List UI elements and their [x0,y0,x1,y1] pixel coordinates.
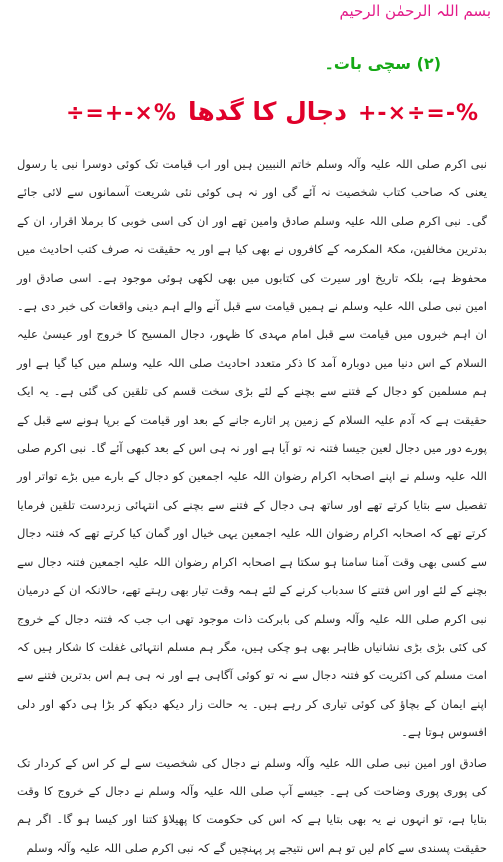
article-body [17,150,487,862]
decorative-symbols-left: ÷=+-×% [66,101,177,126]
paragraph: نبی اکرم صلی اللہ علیہ وآلہ وسلم خاتم النبیین ہیں اور اب قیامت تک کوئی دوسرا نبی یا رسول یعنی کہ صاحب کتاب شخصیت نہ آئے گی اور نہ ہی کوئی نئی شریعت آسمانوں سے لائی جائے گی۔ نبی اکرم صلی اللہ علیہ وسلم صادق وامین تھے اور ان کی اسی خوبی کا برملا اقرار، ان کے بدترین مخالفین، مکۃ المکرمہ کے کافروں نے بھی کیا ہے اور یہ حقیقت نہ صرف کتب احادیث میں محفوظ ہے، بلکہ تاریخ اور سیرت کی کتابوں میں بھی لکھی ہوئی موجود ہے۔ اسی صادق اور امین نبی صلی اللہ علیہ وسلم نے ہمیں قیامت سے قبل آنے والے اہم دینی واقعات کی خبر دی ہے۔ ان اہم خبروں میں قیامت سے قبل امام مہدی کا ظہور، دجال المسیح کا خروج اور عیسیٰ علیہ السلام کے اس دنیا میں دوبارہ آمد کا ذکر متعدد احادیث صلی اللہ علیہ وسلم میں کیا گیا ہے اور ہم مسلمین کو دجال کے فتنے سے بچنے کے لئے بڑی سخت قسم کی تلقین کی گئی ہے۔ یہ ایک حقیقت ہے کہ آدم علیہ السلام کے زمین پر اتارے جانے کے بعد اور قیامت کے برپا ہونے سے قبل کے پورے دور میں دجال لعین جیسا فتنہ نہ تو آیا ہے اور نہ ہی اس کے بعد کبھی آئے گا۔ نبی اکرم صلی اللہ علیہ وسلم نے اپنے اصحابہ اکرام رضوان اللہ علیہ اجمعین کو دجال کے بارے میں بڑے تواتر اور تفصیل سے بتایا کرتے تھے اور ساتھ ہی دجال کے فتنے سے بچنے کی انتہائی زبردست تلقین فرمایا کرتے تھے کہ اصحابہ اکرام رضوان اللہ علیہ اجمعین یہی خیال اور گمان کیا کرتے تھے کہ فتنہ دجال سے کسی بھی وقت آمنا سامنا ہو سکتا ہے اصحابہ اکرام رضوان اللہ علیہ اجمعین فتنہ دجال سے بچنے کے لئے اور اس فتنے کا سدباب کرنے کے لئے ہمہ وقت تیار بھی رہتے تھے، حالانکہ ان کے درمیان نبی اکرم صلی اللہ علیہ وآلہ وسلم کی بابرکت ذات موجود تھی اب جب کہ فتنہ دجال کے خروج کی کئی بڑی بڑی نشانیاں ظاہر بھی ہو چکی ہیں، مگر ہم مسلم انتہائی غفلت کا شکار ہیں کہ امت مسلم کی اکثریت کو فتنہ دجال سے نہ تو کوئی آگاہی ہے اور نہ ہی ہم اس بدترین فتنے سے اپنے ایمان کے بچاؤ کی کوئی تیاری کر رہے ہیں۔ یہ حالت زار دیکھ دیکھ کر بڑا ہی دکھ اور دلی افسوس ہوتا ہے۔ [17,157,487,740]
section-subtitle: (۲) سچی بات۔ [324,54,441,73]
title-row [0,97,503,137]
bismillah-heading: بسم اللہ الرحمٰن الرحیم [339,2,491,20]
decorative-symbols-right: +-×÷=-% [358,101,480,126]
paragraph: صادق اور امین نبی صلی اللہ علیہ وآلہ وسلم نے دجال کی شخصیت سے لے کر اس کے کردار تک کی پوری پوری وضاحت کی ہے۔ جیسے آپ صلی اللہ علیہ وآلہ وسلم نے دجال کے خروج کا وقت بتایا ہے، تو انہوں نے یہ بھی بتایا ہے کہ اس کی حکومت کا پھیلاؤ کتنا اور کیسا ہو گا۔ اگر ہم حقیقت پسندی سے کام لیں تو ہم اس نتیجے پر پہنچیں گے کہ نبی اکرم صلی اللہ علیہ وآلہ وسلم [17,755,487,855]
page-title: دجال کا گدھا [188,97,347,126]
